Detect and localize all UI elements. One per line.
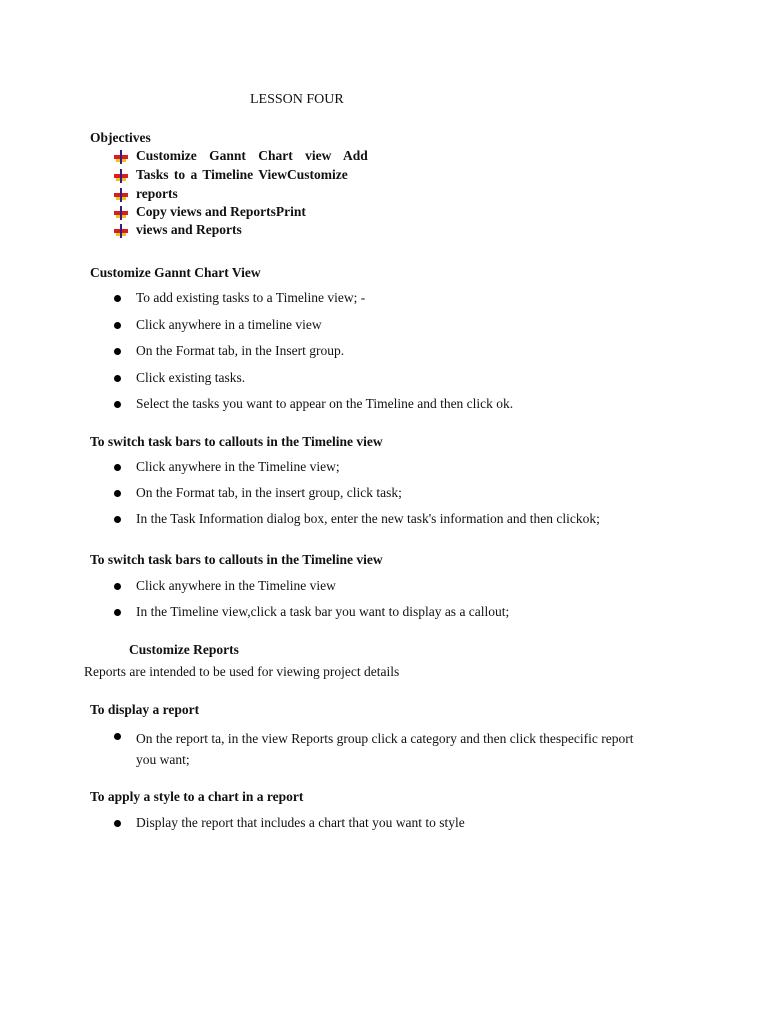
- objectives-heading: Objectives: [90, 130, 151, 145]
- bullet-icon: [114, 348, 121, 355]
- section-heading: To switch task bars to callouts in the Timeline view: [90, 552, 383, 567]
- objective-text: Customize Gannt Chart view Add: [136, 148, 368, 163]
- bullet-icon: [114, 516, 121, 523]
- arrow-bullet-icon: [114, 206, 128, 220]
- list-item-text: Click anywhere in the Timeline view: [136, 578, 336, 593]
- bullet-icon: [114, 322, 121, 329]
- objective-text: Tasks to a Timeline ViewCustomize: [136, 167, 348, 182]
- arrow-bullet-icon: [114, 169, 128, 183]
- bullet-icon: [114, 464, 121, 471]
- bullet-icon: [114, 490, 121, 497]
- list-item-text: Display the report that includes a chart that you want to style: [136, 815, 465, 830]
- list-item-text: On the report ta, in the view Reports group click a category and then click thespecific report you want;: [136, 731, 634, 767]
- objective-text: Copy views and ReportsPrint: [136, 204, 306, 219]
- list-item-text: On the Format tab, in the insert group, click task;: [136, 485, 402, 500]
- section-heading: Customize Gannt Chart View: [90, 265, 261, 280]
- bullet-icon: [114, 401, 121, 408]
- list-item-text: In the Timeline view,click a task bar you want to display as a callout;: [136, 604, 510, 619]
- page-title: LESSON FOUR: [250, 92, 344, 107]
- bullet-icon: [114, 820, 121, 827]
- list-item-text: On the Format tab, in the Insert group.: [136, 343, 345, 358]
- bullet-icon: [114, 295, 121, 302]
- arrow-bullet-icon: [114, 224, 128, 238]
- objective-text: reports: [136, 186, 178, 201]
- list-item-text: Select the tasks you want to appear on the Timeline and then click ok.: [136, 396, 514, 411]
- paragraph: Reports are intended to be used for viewing project details: [84, 664, 400, 679]
- list-item-text: Click existing tasks.: [136, 370, 246, 385]
- list-item-text: In the Task Information dialog box, enter the new task's information and then clickok;: [136, 511, 600, 526]
- section-heading: To apply a style to a chart in a report: [90, 789, 304, 804]
- bullet-icon: [114, 583, 121, 590]
- list-item-text: Click anywhere in a timeline view: [136, 317, 322, 332]
- arrow-bullet-icon: [114, 188, 128, 202]
- list-item-text: To add existing tasks to a Timeline view; -: [136, 290, 366, 305]
- objective-text: views and Reports: [136, 222, 242, 237]
- bullet-icon: [114, 609, 121, 616]
- arrow-bullet-icon: [114, 150, 128, 164]
- bullet-icon: [114, 733, 121, 740]
- section-heading: To display a report: [90, 702, 200, 717]
- bullet-icon: [114, 375, 121, 382]
- section-heading: To switch task bars to callouts in the Timeline view: [90, 434, 383, 449]
- section-heading: Customize Reports: [129, 642, 239, 657]
- list-item-text: Click anywhere in the Timeline view;: [136, 459, 340, 474]
